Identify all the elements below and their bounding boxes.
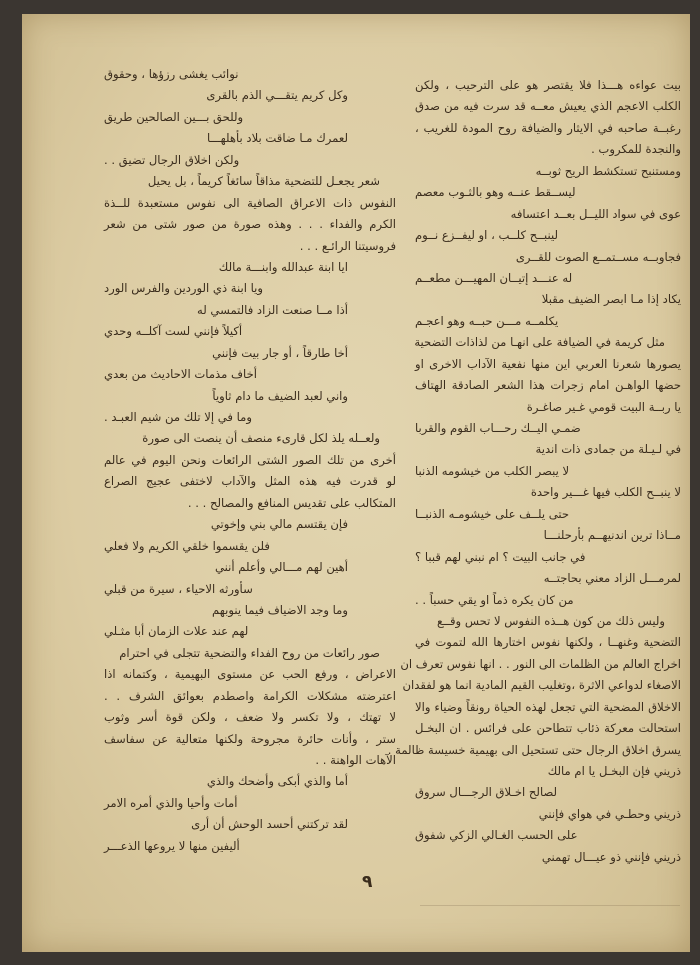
verse-line — [104, 836, 396, 857]
line-text: لا يبصر الكلب من خيشومه الذنبا — [415, 463, 570, 478]
line-text: فجاوبــه مســتمــع الصوت للقــرى — [515, 249, 681, 264]
verse-line — [104, 128, 396, 149]
verse-line — [415, 547, 681, 568]
paragraph-line — [104, 214, 396, 235]
verse-line — [415, 439, 681, 460]
verse-line — [415, 782, 681, 803]
line-text: مثل كريمة في الضيافة على انهـا من لذاذات التضحية — [414, 335, 665, 350]
line-text: أخرى من تلك الصور الشتى الرائعات ونحن اليوم في عالم — [104, 452, 396, 467]
line-text: التضحية وغنهــا ، ولكنها نفوس اختارها الله لتموت في — [415, 635, 681, 650]
verse-line — [104, 536, 396, 557]
verse-line — [104, 343, 396, 364]
paragraph-line — [104, 193, 396, 214]
line-text: وما وجد الاضياف فيما ينوبهم — [212, 602, 348, 617]
paragraph-line — [415, 375, 681, 396]
line-text: النفوس ذات الاعراق الصافية الى نفوس مستعبدة للــذة — [104, 195, 396, 210]
verse-line — [104, 407, 396, 428]
line-text: لو قدرت فيه هذه المثل والآداب لاختفى عجيج الصراع — [104, 474, 396, 489]
line-text: وكل كريم يتقـــي الذم بالقرى — [206, 88, 348, 103]
line-text: أما والذي أبكى وأضحك والذي — [206, 774, 348, 789]
verse-line — [104, 278, 396, 299]
paragraph-line — [415, 118, 681, 139]
line-text: أخا طارقاً ، أو جار بيت فإنني — [212, 345, 348, 360]
verse-line — [415, 482, 681, 503]
paragraph-line — [104, 236, 396, 257]
line-text: وليس ذلك من كون هــذه النفوس لا تحس وقــع — [437, 613, 665, 628]
paragraph-line — [415, 332, 681, 353]
line-text: ذريني فإن البخـل يا ام مالك — [547, 764, 681, 778]
verse-line — [104, 64, 396, 85]
line-text: الاصغاء لدواعي الاثرة ،وتغليب القيم المادية انما هو لفقدان — [402, 678, 681, 693]
verse-line — [104, 386, 396, 407]
paragraph-line — [104, 707, 396, 728]
line-text: الكرم والفداء . . . وهذه صورة من صور شتى من شعر — [104, 217, 396, 232]
line-text: أخاف مذمات الاحاديث من بعدي — [104, 367, 257, 382]
line-text: ايا ابنة عبدالله وابنـــة مالك — [218, 259, 348, 274]
line-text: بيت عواءه هـــذا فلا يقتصر هو على الترحيب ، ولكن — [415, 78, 681, 92]
line-text: لصالح اخـلاق الرجـــال سروق — [415, 785, 558, 800]
verse-line — [415, 761, 681, 782]
line-text: لعمرك مـا ضاقت بلاد بأهلهـــا — [206, 131, 348, 146]
line-text: فلن يقسموا خلقي الكريم ولا فعلي — [104, 538, 270, 553]
paragraph-line — [104, 750, 396, 771]
divider — [420, 905, 680, 906]
line-text: ولكن اخلاق الرجال تضيق . . — [104, 152, 240, 167]
verse-line — [104, 150, 396, 171]
paragraph-line — [415, 611, 681, 632]
line-text: الاعراض ، ورفع الحب عن مستوى البهيمية ، وكتمانه اذا — [104, 667, 396, 682]
verse-line — [415, 525, 681, 546]
line-text: يسرق اخلاق الرجال حتى تستحيل الى بهيمية خسيسة ظالمة . — [387, 742, 681, 757]
verse-line — [415, 289, 681, 310]
line-text: لينبــح كلــب ، او ليفــزع نــوم — [415, 228, 559, 243]
line-text: لا ينبــح الكلب فيها غـــير واحدة — [530, 485, 681, 500]
line-text: اخراج العالم من الظلمات الى النور . . انها نفوس تعرف ان — [400, 656, 681, 671]
line-text: لمرمـــل الزاد معني بحاجتــه — [543, 571, 681, 586]
line-text: ويا ابنة ذي الوردين والفرس الورد — [104, 281, 264, 296]
verse-line — [104, 771, 396, 792]
verse-line — [104, 814, 396, 835]
line-text: ومستنبح تستكشط الريح ثوبــه — [535, 163, 681, 178]
page-number: ٩ — [362, 872, 373, 892]
line-text: أليفين منها لا يروعها الذعـــر — [104, 838, 240, 853]
line-text: المتكالب على تقديس المنافع والمصالح . . . — [187, 495, 396, 510]
paragraph-line — [415, 139, 681, 160]
line-text: اعترضته مشكلات الكرامة واصطدم بعوائق الشرف . . — [104, 688, 396, 703]
paragraph-line — [400, 654, 681, 675]
line-text: يصورها شعرنا العربي اين منها نفعية الآداب الاخرى او — [415, 356, 681, 371]
verse-line — [104, 364, 396, 385]
verse-line — [415, 225, 681, 246]
line-text: ليســقط عنــه وهو بالثـوب معصم — [415, 185, 576, 200]
verse-line — [104, 621, 396, 642]
verse-line — [415, 804, 681, 825]
line-text: لقد تركتني أحسد الوحش أن أرى — [191, 817, 348, 832]
line-text: أهين لهم مـــالي وأعلم أنني — [214, 560, 348, 575]
verse-line — [104, 579, 396, 600]
line-text: والنجدة للمكروب . — [591, 142, 681, 157]
line-text: صور رائعات من روح الفداء والتضحية تتجلى في احترام — [119, 645, 380, 660]
line-text: ولعــله يلذ لكل قارىء منصف أن ينصت الى صورة — [142, 431, 380, 446]
line-text: يكلمــه مـــن حبــه وهو اعجـم — [415, 313, 559, 328]
line-text: استحالت معركة ذئاب تتطاحن على فرائس . ان البخـل — [415, 721, 681, 736]
paragraph-line — [402, 675, 681, 696]
line-text: ذريني فإنني ذو عيـــال تهمني — [541, 849, 681, 864]
verse-line — [104, 85, 396, 106]
paragraph-line — [104, 171, 396, 192]
line-text: أكيلاً فإنني لست آكلــه وحدي — [104, 324, 243, 339]
verse-line — [104, 300, 396, 321]
verse-line — [415, 182, 681, 203]
paragraph-line — [415, 96, 681, 117]
paragraph-line — [104, 428, 396, 449]
line-text: الآهات الواهنة . . — [315, 753, 396, 767]
paragraph-line — [104, 729, 396, 750]
verse-line — [104, 514, 396, 535]
verse-line — [104, 557, 396, 578]
paragraph-line — [104, 664, 396, 685]
line-text: لهم عند علات الزمان أبا مثـلي — [104, 624, 249, 639]
paragraph-line — [415, 697, 681, 718]
paragraph-line — [104, 450, 396, 471]
line-text: في لـيـلة من جمادى ذات اندية — [535, 442, 681, 457]
verse-line — [415, 161, 681, 182]
verse-line — [415, 247, 681, 268]
paragraph-line — [104, 686, 396, 707]
left-text-column — [104, 64, 396, 857]
line-text: عوى في سواد الليــل بعــد اعتسافه — [510, 206, 681, 221]
line-text: رغبــة صاحبه في الايثار والضيافة روح المودة للغريب ، — [415, 120, 681, 135]
verse-line — [415, 397, 681, 418]
line-text: على الحسب الغـالي الزكي شفوق — [415, 828, 578, 843]
line-text: ذريني وحطـي في هواي فإنني — [538, 806, 681, 821]
line-text: لا تهتك ، ولا تكسر ولا ضعف ، ولكن قوة أسر وثوب — [104, 710, 396, 725]
line-text: نوائب يغشى رزؤها ، وحقوق — [104, 67, 239, 81]
paragraph-line — [104, 493, 396, 514]
paragraph-line — [415, 718, 681, 739]
line-text: في جانب البيت ؟ ام نبني لهم قببا ؟ — [415, 549, 586, 564]
line-text: من كان يكره ذماً او يقي حسباً . . — [415, 592, 574, 607]
verse-line — [415, 504, 681, 525]
line-text: يا ربــة البيت قومي غـير صاغـرة — [526, 399, 681, 414]
verse-line — [415, 847, 681, 868]
right-text-column — [387, 75, 681, 868]
line-text: فإن يقتسم مالي بني وإخوتي — [210, 517, 348, 532]
line-text: واني لعبد الضيف ما دام ثاوياً — [212, 388, 348, 403]
line-text: شعر يجعـل للتضحية مذاقاً سائغاً كريماً ، بل يحيل — [147, 174, 380, 189]
verse-line — [104, 600, 396, 621]
paragraph-line — [415, 75, 681, 96]
paragraph-line — [415, 354, 681, 375]
line-text: حتى يلــف على خيشومـه الذنبــا — [415, 506, 570, 521]
paragraph-line — [415, 632, 681, 653]
verse-line — [415, 590, 681, 611]
line-text: وما في إلا تلك من شيم العبـد . — [104, 410, 252, 424]
line-text: سأورثه الاحياء ، سيرة من قبلي — [104, 581, 253, 596]
line-text: الاخلاق المضحية التي تجعل لهذه الحياة رونقاً وضياء والا — [415, 699, 681, 714]
line-text: ستر ، وأنات حائرة مجروحة ولكنها متعالية عن سفاسف — [104, 731, 396, 746]
verse-line — [104, 107, 396, 128]
line-text: مــاذا ترين اندنيهــم بأرحلنـــا — [543, 528, 681, 543]
verse-line — [415, 204, 681, 225]
verse-line — [104, 793, 396, 814]
verse-line — [415, 418, 681, 439]
verse-line — [415, 311, 681, 332]
line-text: له عنـــد إتيــان المهيـــن مطعــم — [415, 270, 573, 285]
verse-line — [415, 461, 681, 482]
line-text: الكلب الاعجم الذي يعيش معــه قد سرت فيه من صدق — [415, 99, 681, 114]
line-text: أذا مــا صنعت الزاد فالتمسي له — [197, 302, 348, 317]
paragraph-line — [104, 471, 396, 492]
line-text: ضمـي اليــك رحـــاب القوم والقربا — [415, 421, 581, 435]
line-text: حضها الواهـن امام زجرات هذا الشعر الصادقة الهتاف — [415, 378, 681, 393]
paragraph-line — [387, 740, 681, 761]
verse-line — [104, 321, 396, 342]
verse-line — [415, 825, 681, 846]
line-text: فروسيتنا الرائـع . . . — [299, 238, 396, 253]
paragraph-line — [104, 643, 396, 664]
line-text: أمات وأحيا والذي أمره الامر — [104, 795, 238, 810]
verse-line — [104, 257, 396, 278]
line-text: يكاد إذا مـا ابصر الضيف مقبلا — [541, 292, 681, 307]
line-text: وللحق بـــين الصالحين طريق — [104, 109, 244, 124]
verse-line — [415, 568, 681, 589]
verse-line — [415, 268, 681, 289]
